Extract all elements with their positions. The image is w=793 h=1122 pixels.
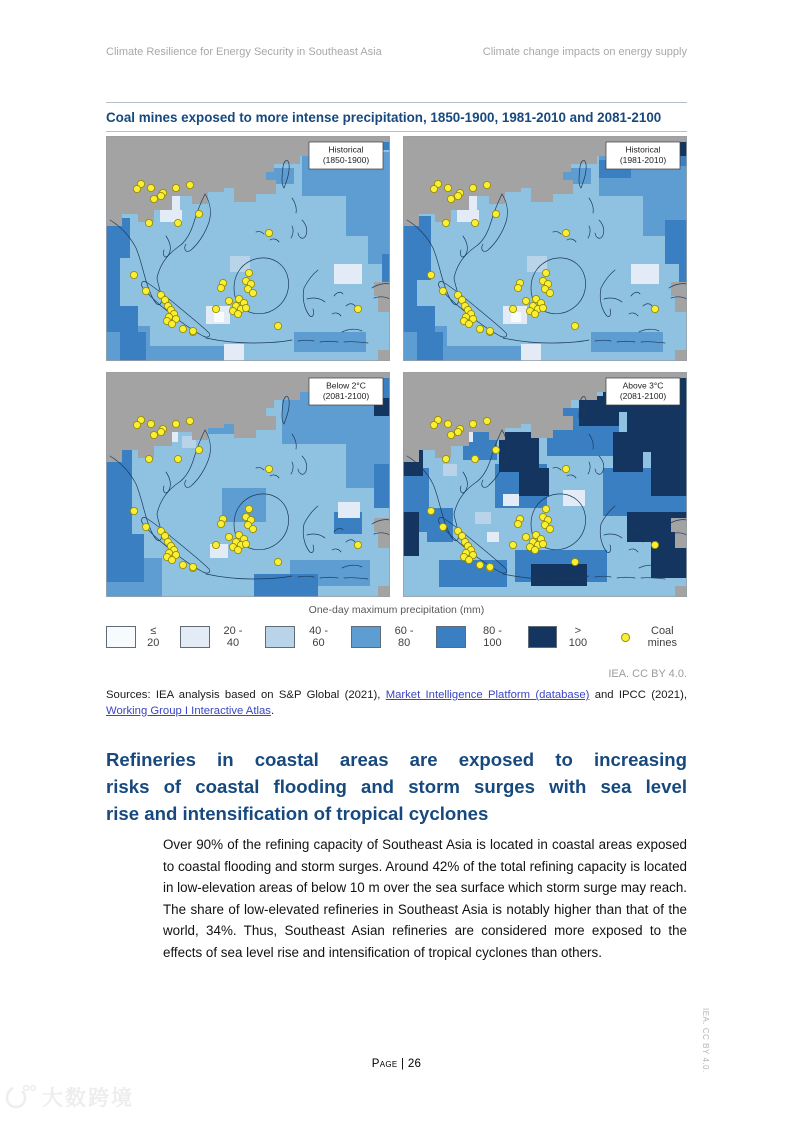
header-right-title: Climate change impacts on energy supply: [482, 46, 687, 58]
coal-mine-marker: [465, 320, 472, 327]
coal-mine-marker: [174, 219, 181, 226]
side-license-note: IEA. CC BY 4.0.: [701, 1008, 710, 1073]
coal-mine-marker: [469, 184, 476, 191]
legend-title: One-day maximum precipitation (mm): [308, 604, 485, 616]
coal-mine-marker: [217, 520, 224, 527]
coal-mine-marker: [157, 428, 164, 435]
coal-mine-marker: [179, 325, 186, 332]
figure-title: Coal mines exposed to more intense precipitation, 1850-1900, 1981-2010 and 2081-2100: [106, 110, 662, 125]
panel-label-period: (2081-2100): [322, 391, 370, 401]
coal-mine-marker: [546, 289, 553, 296]
legend-bin-label: > 100: [568, 625, 588, 649]
legend-item-bin-1: [180, 625, 249, 649]
panel-label-scenario: Below 2°C: [326, 380, 366, 391]
coal-mine-marker: [444, 184, 451, 191]
legend-swatch: [351, 626, 381, 648]
coal-mine-marker: [212, 541, 219, 548]
coal-mine-marker: [172, 420, 179, 427]
coal-mine-marker: [509, 541, 516, 548]
coal-mine-marker: [147, 184, 154, 191]
coal-mine-marker: [562, 465, 569, 472]
coal-mine-marker: [483, 181, 490, 188]
coal-mine-marker: [172, 184, 179, 191]
coal-mine-marker: [486, 563, 493, 570]
map-panel-historical-1850-1900: [106, 136, 390, 361]
coal-mine-marker: [486, 327, 493, 334]
panel-label-period: (1850-1900): [322, 155, 370, 165]
watermark-logo: [6, 1084, 36, 1110]
coal-mine-marker: [447, 195, 454, 202]
panel-label-period: (1981-2010): [619, 155, 667, 165]
figure-attribution: IEA. CC BY 4.0.: [608, 668, 687, 680]
coal-mine-marker: [145, 219, 152, 226]
coal-mine-marker: [265, 229, 272, 236]
coal-mine-marker: [542, 505, 549, 512]
legend-item-bin-4: [436, 625, 510, 649]
sources-note: [106, 688, 687, 720]
watermark: [6, 1082, 134, 1112]
coal-mine-marker: [142, 287, 149, 294]
coal-mine-marker: [430, 185, 437, 192]
coal-mine-marker: [469, 420, 476, 427]
panel-label-period: (2081-2100): [619, 391, 667, 401]
coal-mine-marker: [274, 322, 281, 329]
legend-bin-label: 20 - 40: [223, 625, 243, 649]
coal-mine-marker: [145, 455, 152, 462]
coal-mine-marker: [168, 556, 175, 563]
coal-mine-marker: [546, 525, 553, 532]
header-left-title: Climate Resilience for Energy Security in Southeast Asia: [106, 46, 382, 58]
coal-mine-marker: [265, 465, 272, 472]
coal-mine-marker: [509, 305, 516, 312]
coal-mine-marker: [514, 284, 521, 291]
coal-mine-marker: [465, 556, 472, 563]
figure-legend: [106, 604, 687, 649]
sources-prefix: Sources: IEA analysis based on S&P Global (2021),: [106, 689, 386, 701]
coal-mine-marker: [651, 541, 658, 548]
legend-swatch: [436, 626, 466, 648]
legend-item-bin-0: [106, 625, 163, 649]
coal-mine-marker: [186, 181, 193, 188]
coal-mine-marker: [442, 455, 449, 462]
map-panel-above-3c-2081-2100: [403, 372, 687, 597]
coal-mine-marker: [430, 421, 437, 428]
panel-label-scenario: Above 3°C: [622, 380, 664, 391]
coal-mine-marker: [354, 541, 361, 548]
source-link-interactive-atlas[interactable]: Working Group I Interactive Atlas: [106, 704, 271, 717]
map-svg: [403, 372, 687, 597]
legend-swatch: [180, 626, 210, 648]
body-paragraph: Over 90% of the refining capacity of Southeast Asia is located in coastal areas exposed to coastal flooding and storm surges. Around 42% of the total refining capacity is located in low-elevation areas of below 10 m over the sea surface which storm surge may reach. The share of low-elevated refineries in Southeast Asia is notably higher than that of the world, 34%. Thus, Southeast Asian refineries are considered more exposed to the effects of sea level rise and intensification of tropical cyclones than others.: [163, 837, 687, 960]
coal-mine-marker: [542, 269, 549, 276]
coal-mine-marker: [150, 431, 157, 438]
coal-mine-marker: [571, 322, 578, 329]
coal-mine-marker: [514, 520, 521, 527]
coal-mine-marker: [354, 305, 361, 312]
coal-mine-dot-icon: [621, 633, 629, 642]
coal-mine-marker: [427, 507, 434, 514]
legend-bin-label: 80 - 100: [483, 625, 502, 649]
section-heading-line-1: Refineries in coastal areas are exposed to increasing: [106, 749, 687, 770]
coal-mine-marker: [234, 310, 241, 317]
panel-label-scenario: Historical: [328, 144, 364, 155]
coal-mine-marker: [471, 455, 478, 462]
coal-mine-marker: [539, 304, 546, 311]
coal-mine-marker: [174, 455, 181, 462]
section-heading-line-2: risks of coastal flooding and storm surges with sea level: [106, 776, 687, 797]
coal-mine-marker: [147, 420, 154, 427]
sources-middle: and IPCC (2021),: [589, 689, 687, 701]
coal-mine-marker: [427, 271, 434, 278]
coal-mine-marker: [442, 219, 449, 226]
legend-row: [106, 625, 687, 649]
section-heading-line-3: rise and intensification of tropical cyclones: [106, 803, 489, 824]
legend-bin-label: 60 - 80: [394, 625, 414, 649]
coal-mine-marker: [454, 192, 461, 199]
legend-item-bin-5: [528, 625, 591, 649]
coal-mine-marker: [133, 421, 140, 428]
coal-mine-marker: [242, 304, 249, 311]
map-svg: [106, 136, 390, 361]
coal-mine-marker: [562, 229, 569, 236]
watermark-text: 大数跨境: [42, 1087, 134, 1110]
legend-swatch: [528, 626, 558, 648]
coal-mine-marker: [447, 431, 454, 438]
coal-mine-marker: [483, 417, 490, 424]
source-link-market-intelligence[interactable]: Market Intelligence Platform (database): [385, 689, 590, 701]
coal-mine-marker: [212, 305, 219, 312]
coal-mine-marker: [522, 533, 529, 540]
legend-item-bin-3: [351, 625, 420, 649]
coal-mine-marker: [168, 320, 175, 327]
coal-mine-marker: [274, 558, 281, 565]
legend-bin-label: 40 - 60: [309, 625, 329, 649]
legend-bin-label: ≤ 20: [147, 625, 160, 649]
map-svg: [106, 372, 390, 597]
panel-label-scenario: Historical: [625, 144, 661, 155]
coal-mine-marker: [571, 558, 578, 565]
coal-mine-marker: [439, 523, 446, 530]
coal-mine-marker: [492, 446, 499, 453]
coal-mine-marker: [142, 523, 149, 530]
coal-mine-marker: [234, 546, 241, 553]
coal-mine-marker: [539, 540, 546, 547]
coal-mine-marker: [179, 561, 186, 568]
coal-mine-marker: [150, 195, 157, 202]
coal-mine-marker: [651, 305, 658, 312]
coal-mine-marker: [476, 325, 483, 332]
coal-mine-marker: [195, 210, 202, 217]
coal-mine-marker: [444, 420, 451, 427]
coal-mine-marker: [217, 284, 224, 291]
coal-mine-marker: [130, 271, 137, 278]
coal-mine-marker: [130, 507, 137, 514]
coal-mine-marker: [471, 219, 478, 226]
legend-swatch: [106, 626, 136, 648]
coal-mine-marker: [225, 533, 232, 540]
section-heading: [106, 746, 687, 827]
coal-mine-marker: [242, 540, 249, 547]
coal-mine-marker: [189, 563, 196, 570]
coal-mine-marker: [225, 297, 232, 304]
sources-suffix: .: [270, 704, 275, 717]
coal-mine-marker: [439, 287, 446, 294]
legend-item-bin-2: [265, 625, 334, 649]
map-panel-below-2c-2081-2100: [106, 372, 390, 597]
page-header: [106, 46, 687, 58]
coal-mine-marker: [522, 297, 529, 304]
legend-swatch: [265, 626, 295, 648]
map-grid: [106, 136, 687, 597]
map-panel-historical-1981-2010: [403, 136, 687, 361]
coal-mine-marker: [245, 269, 252, 276]
legend-coal-label: Coal mines: [647, 625, 677, 649]
coal-mine-marker: [245, 505, 252, 512]
coal-mine-marker: [189, 327, 196, 334]
coal-mine-marker: [195, 446, 202, 453]
legend-item-coal-mines: [621, 625, 687, 649]
coal-mine-marker: [249, 525, 256, 532]
coal-mine-marker: [186, 417, 193, 424]
page-number: Page | 26: [371, 1058, 422, 1070]
coal-mine-marker: [133, 185, 140, 192]
coal-mine-marker: [454, 428, 461, 435]
coal-mine-marker: [531, 310, 538, 317]
coal-mine-marker: [157, 192, 164, 199]
coal-mine-marker: [531, 546, 538, 553]
coal-mine-marker: [476, 561, 483, 568]
figure-title-block: [106, 102, 687, 132]
coal-mine-marker: [249, 289, 256, 296]
coal-mine-marker: [492, 210, 499, 217]
map-svg: [403, 136, 687, 361]
